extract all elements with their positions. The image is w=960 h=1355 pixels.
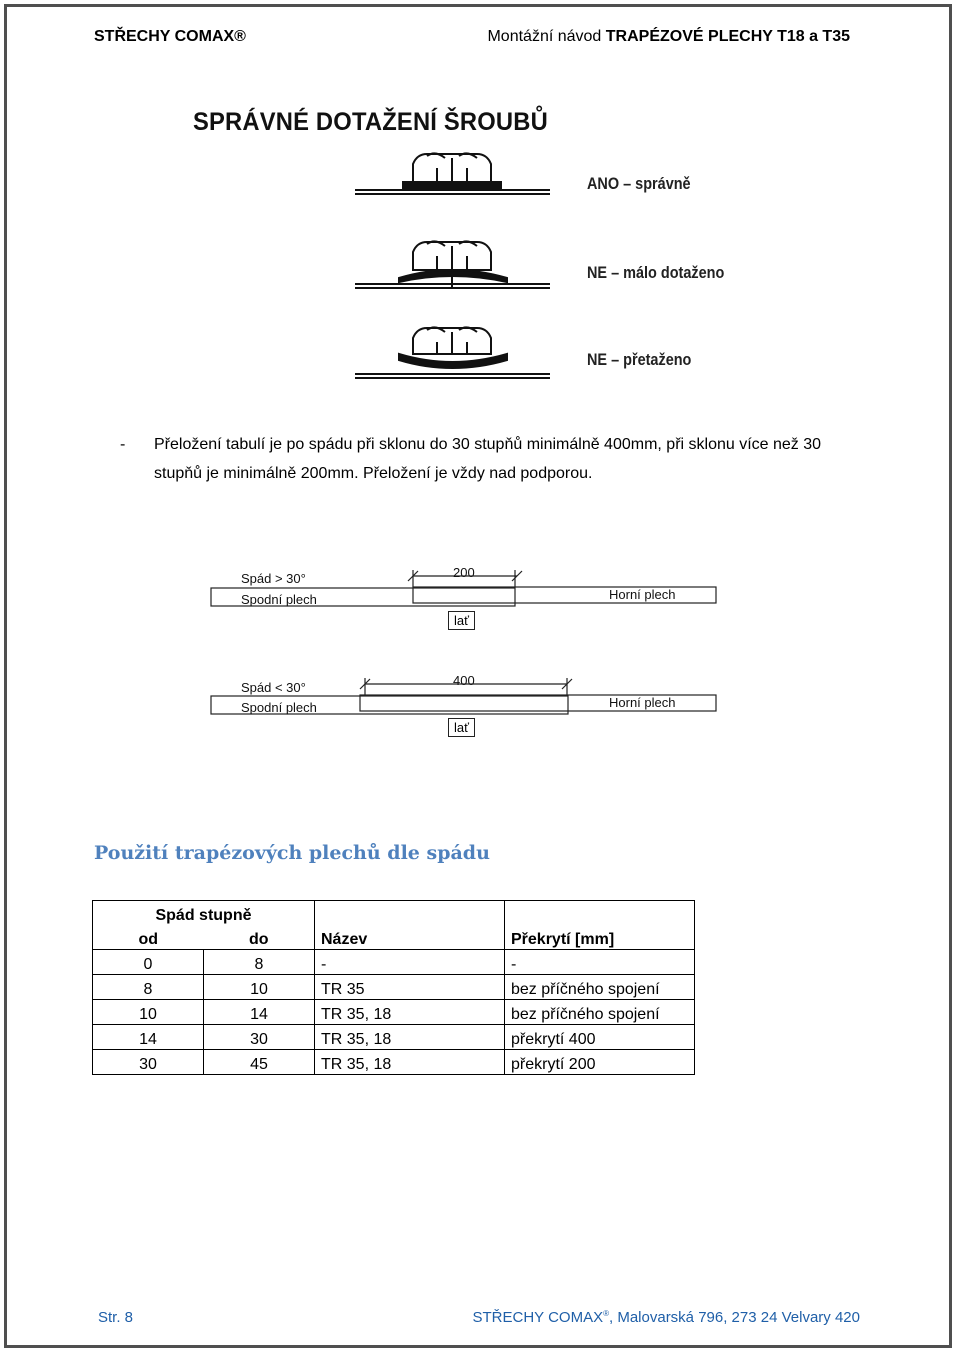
cell-name: -	[315, 950, 505, 975]
header-title-bold: TRAPÉZOVÉ PLECHY T18 a T35	[605, 28, 850, 45]
cell-name: TR 35, 18	[315, 1025, 505, 1050]
table-row	[93, 1025, 695, 1050]
page-number: Str. 8	[98, 1309, 134, 1326]
cell-od: 0	[93, 950, 204, 975]
table-row	[93, 950, 695, 975]
screw-illustration	[355, 148, 575, 388]
table-header-row	[93, 925, 695, 950]
section-title: Použití trapézových plechů dle spádu	[94, 842, 490, 864]
screw-under-tightened	[355, 241, 550, 288]
upper-sheet-label-top: Horní plech	[609, 587, 676, 602]
slope-label-bottom: Spád < 30°	[241, 680, 306, 695]
group-header-cell: Spád stupně	[93, 901, 315, 926]
batten-label-top: lať	[448, 611, 475, 630]
screw-correct	[355, 153, 550, 194]
cell-name: TR 35	[315, 975, 505, 1000]
header-name: Název	[315, 925, 505, 950]
dim-label-200: 200	[453, 565, 475, 580]
cell-overlap: překrytí 200	[505, 1050, 695, 1075]
paragraph-text: Přeložení tabulí je po spádu při sklonu do 30 stupňů minimálně 400mm, při sklonu více než 30 stupňů je minimálně 200mm. Přeložení je vždy nad podporou.	[154, 436, 822, 482]
cell-do: 30	[204, 1025, 315, 1050]
table-group-header-row	[93, 901, 695, 926]
screw-over-tightened	[355, 327, 550, 378]
cell-od: 30	[93, 1050, 204, 1075]
header-title	[487, 28, 850, 46]
cell-name: TR 35, 18	[315, 1050, 505, 1075]
screw-label-over: NE – přetaženo	[587, 350, 692, 369]
header-od: od	[93, 925, 204, 950]
footer-address-text: , Malovarská 796, 273 24 Velvary 420	[609, 1309, 860, 1326]
cell-overlap: bez příčného spojení	[505, 1000, 695, 1025]
cell-do: 14	[204, 1000, 315, 1025]
blank-header-cell	[505, 901, 695, 926]
overlap-paragraph	[120, 430, 860, 488]
header-overlap: Překrytí [mm]	[505, 925, 695, 950]
cell-do: 45	[204, 1050, 315, 1075]
cell-do: 10	[204, 975, 315, 1000]
upper-sheet-label-bottom: Horní plech	[609, 695, 676, 710]
footer-address	[473, 1309, 860, 1326]
cell-do: 8	[204, 950, 315, 975]
bullet-dash: -	[120, 436, 126, 453]
header-do: do	[204, 925, 315, 950]
header-title-prefix: Montážní návod	[487, 28, 602, 45]
table-row	[93, 1000, 695, 1025]
screw-figure-title: SPRÁVNÉ DOTAŽENÍ ŠROUBŮ	[193, 108, 548, 136]
batten-label-bottom: lať	[448, 718, 475, 737]
cell-overlap: překrytí 400	[505, 1025, 695, 1050]
dim-label-400: 400	[453, 673, 475, 688]
cell-od: 14	[93, 1025, 204, 1050]
header-company: STŘECHY COMAX®	[94, 28, 246, 45]
cell-od: 10	[93, 1000, 204, 1025]
footer-registered-mark: ®	[603, 1309, 609, 1318]
slope-label-top: Spád > 30°	[241, 571, 306, 586]
blank-header-cell	[315, 901, 505, 926]
cell-overlap: bez příčného spojení	[505, 975, 695, 1000]
lower-sheet-label-top: Spodní plech	[241, 592, 317, 607]
table-row	[93, 975, 695, 1000]
cell-od: 8	[93, 975, 204, 1000]
screw-label-correct: ANO – správně	[587, 174, 691, 193]
table-row	[93, 1050, 695, 1075]
cell-name: TR 35, 18	[315, 1000, 505, 1025]
slope-table	[92, 900, 695, 1075]
footer-company: STŘECHY COMAX	[472, 1309, 604, 1326]
cell-overlap: -	[505, 950, 695, 975]
screw-label-loose: NE – málo dotaženo	[587, 263, 725, 282]
lower-sheet-label-bottom: Spodní plech	[241, 700, 317, 715]
